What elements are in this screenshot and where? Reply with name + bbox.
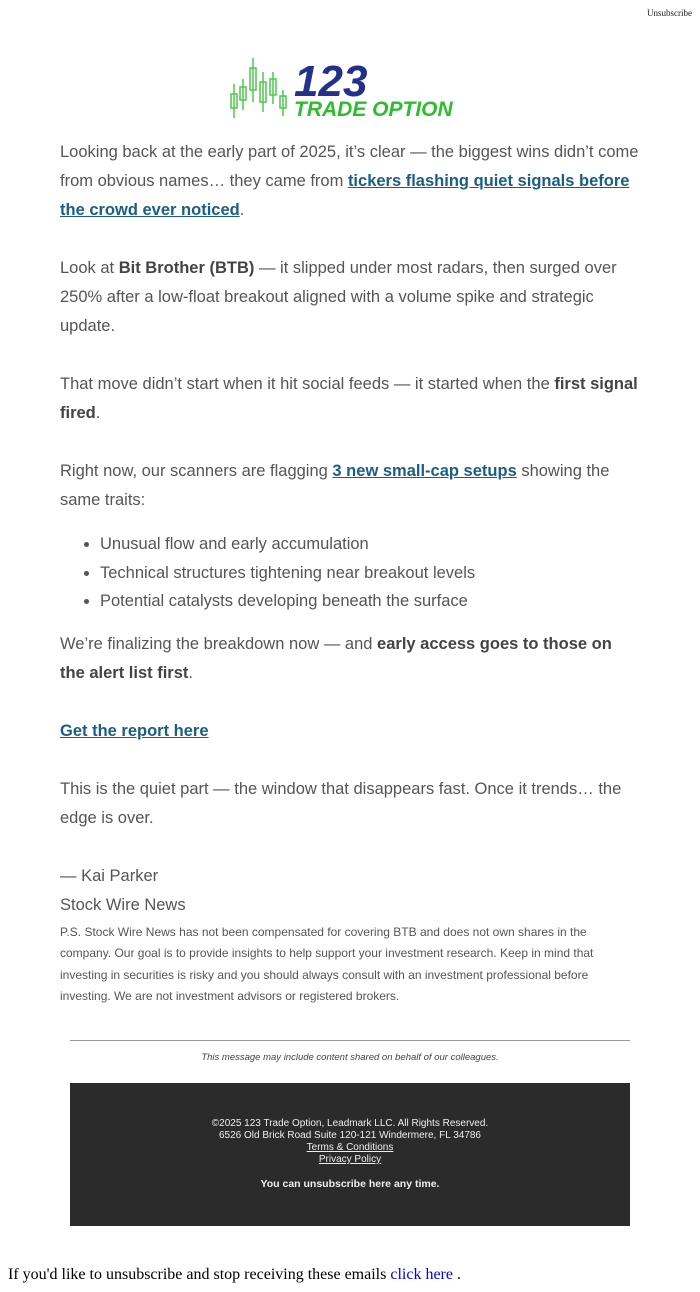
privacy-link[interactable]: Privacy Policy xyxy=(318,1154,382,1165)
candlestick-icon xyxy=(226,54,476,124)
text: We’re finalizing the breakdown now — and xyxy=(60,634,378,653)
text: — it slipped under most radars, then surged over 250% after a low-float breakout aligned with a volume spike and strategic update. xyxy=(60,259,617,335)
address: 6526 Old Brick Road Suite 120-121 Windermere, FL 34786 xyxy=(219,1130,481,1141)
paragraph-btb xyxy=(60,254,640,341)
divider xyxy=(70,1040,630,1041)
get-report-link[interactable]: Get the report here xyxy=(60,721,209,740)
unsubscribe-notice xyxy=(8,1266,461,1284)
bold-text: Bit Brother (BTB) xyxy=(118,259,255,277)
tickers-link[interactable]: tickers flashing quiet signals before the crowd ever noticed xyxy=(60,172,630,219)
text: . xyxy=(239,201,245,219)
text: . xyxy=(456,1266,461,1283)
text: Look at xyxy=(60,259,119,277)
click-here-link[interactable]: click here xyxy=(390,1266,457,1283)
svg-text:TRADE OPTION: TRADE OPTION xyxy=(294,98,453,121)
footer xyxy=(70,1083,630,1226)
text: . xyxy=(95,404,101,422)
email-body xyxy=(60,138,640,1037)
paragraph-finalizing xyxy=(60,630,640,688)
list-item: • Potential catalysts developing beneath the surface xyxy=(100,587,640,616)
unsubscribe-link-top[interactable]: Unsubscribe xyxy=(647,8,692,18)
text: If you'd like to unsubscribe and stop receiving these emails xyxy=(8,1266,391,1283)
logo xyxy=(226,54,476,124)
terms-link[interactable]: Terms & Conditions xyxy=(306,1142,394,1153)
traits-list xyxy=(60,530,640,616)
disclaimer: P.S. Stock Wire News has not been compensated for covering BTB and does not own shares in the company. Our goal is to provide insights to help support your investment research. Keep in mind that investing in securities is risky and you should always consult with an investment professional before investing. We are not investment advisors or registered brokers. xyxy=(60,924,594,1003)
paragraph-scanners xyxy=(60,457,640,515)
paragraph-quiet: This is the quiet part — the window that disappears fast. Once it trends… the edge is over. xyxy=(60,779,622,827)
bold-text: early access goes to those on the alert list first xyxy=(60,634,612,682)
paragraph-signal xyxy=(60,370,640,428)
text: . xyxy=(188,663,193,682)
list-item: • Technical structures tightening near breakout levels xyxy=(100,559,640,588)
bold-text: first signal fired xyxy=(60,375,638,422)
company-name: Stock Wire News xyxy=(60,895,186,914)
text: That move didn’t start when it hit social feeds — it started when the xyxy=(60,375,555,393)
text: showing the same traits: xyxy=(60,462,610,509)
text: Right now, our scanners are flagging xyxy=(60,462,333,480)
paragraph-intro xyxy=(60,138,640,225)
unsubscribe-footer-text[interactable]: You can unsubscribe here any time. xyxy=(260,1178,440,1190)
list-item: • Unusual flow and early accumulation xyxy=(100,530,640,559)
copyright: ©2025 123 Trade Option, Leadmark LLC. All Rights Reserved. xyxy=(211,1118,489,1129)
colleagues-note: This message may include content shared on behalf of our colleagues. xyxy=(201,1052,499,1063)
text: Looking back at the early part of 2025, it’s clear — the biggest wins didn’t come from obvious names… they came from xyxy=(60,143,639,190)
svg-text:123: 123 xyxy=(294,57,368,106)
setups-link[interactable]: 3 new small-cap setups xyxy=(332,462,517,480)
signature: — Kai Parker xyxy=(60,866,159,885)
